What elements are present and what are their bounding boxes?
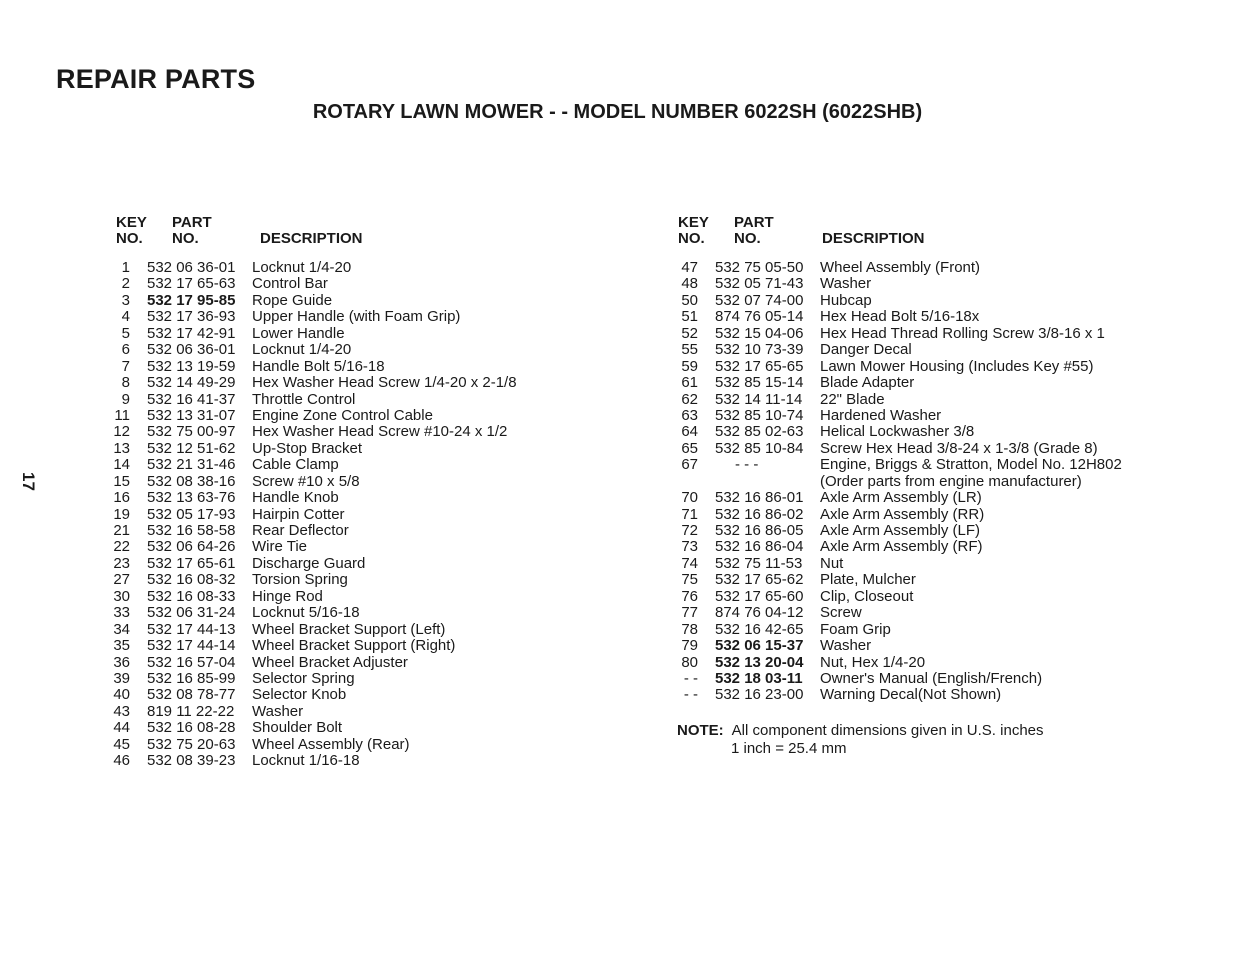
part-description: Handle Knob (252, 489, 339, 507)
part-number: 532 85 10-74 (715, 406, 804, 424)
part-row (668, 687, 1188, 703)
part-row (668, 408, 1188, 424)
part-description: Axle Arm Assembly (RF) (820, 538, 983, 556)
part-description: Lower Handle (252, 324, 345, 342)
part-row (668, 375, 1188, 391)
part-header-line1: PART (172, 214, 212, 231)
part-row (668, 655, 1188, 671)
note-line2: 1 inch = 25.4 mm (731, 740, 847, 757)
note-line1: All component dimensions given in U.S. inches (731, 722, 1044, 739)
part-description: Wheel Assembly (Front) (820, 259, 981, 276)
part-row (668, 293, 1188, 309)
key-number: 75 (681, 571, 698, 589)
part-number: 532 18 03-11 (715, 669, 803, 687)
part-row (668, 539, 1188, 555)
part-description: 22" Blade (820, 390, 885, 408)
key-number: 40 (113, 686, 130, 704)
left-parts-list (100, 260, 570, 770)
key-number: 71 (681, 505, 698, 523)
part-description: Axle Arm Assembly (LR) (820, 489, 982, 507)
part-description: Hex Head Thread Rolling Screw 3/8-16 x 1 (820, 324, 1105, 342)
part-row (668, 359, 1188, 375)
part-row (668, 490, 1188, 506)
part-number: 532 16 23-00 (715, 686, 804, 704)
part-description: Hardened Washer (820, 406, 942, 424)
part-description: Selector Spring (252, 669, 355, 687)
part-row (668, 671, 1188, 687)
part-row (100, 720, 570, 736)
key-number: 3 (121, 291, 130, 309)
part-row (668, 523, 1188, 539)
key-number: 73 (681, 538, 698, 556)
key-number: 14 (113, 456, 130, 474)
note (677, 721, 1044, 740)
part-description: Washer (252, 702, 304, 720)
part-row (100, 326, 570, 342)
part-description: Up-Stop Bracket (252, 439, 363, 457)
part-row (668, 556, 1188, 572)
key-number: 62 (681, 390, 698, 408)
part-description: Hinge Rod (252, 587, 323, 605)
key-number: 63 (681, 406, 698, 424)
part-row (668, 309, 1188, 325)
part-number: 532 16 08-33 (147, 587, 236, 605)
part-row (100, 687, 570, 703)
part-number: 532 16 86-04 (715, 538, 804, 556)
part-number: 532 16 85-99 (147, 669, 236, 687)
key-number: 76 (681, 587, 698, 605)
part-number: 532 06 36-01 (147, 259, 236, 276)
part-description: Hex Head Bolt 5/16-18x (820, 308, 980, 326)
part-number: 532 13 19-59 (147, 357, 236, 375)
part-number: 532 17 36-93 (147, 308, 236, 326)
part-row (668, 326, 1188, 342)
part-description: Wheel Bracket Support (Left) (252, 620, 446, 638)
part-header-line2: NO. (172, 230, 199, 247)
part-number: 532 13 20-04 (715, 653, 804, 671)
part-description: (Order parts from engine manufacturer) (820, 472, 1082, 490)
key-number: 21 (113, 522, 130, 539)
part-description: Screw (820, 604, 862, 622)
part-number: 532 08 38-16 (147, 472, 236, 490)
part-row (668, 605, 1188, 621)
part-row (100, 523, 570, 539)
part-description: Nut (820, 554, 844, 572)
part-number: 532 16 86-05 (715, 522, 804, 539)
part-row (100, 441, 570, 457)
part-row (668, 474, 1188, 490)
part-number: 532 17 65-61 (147, 554, 236, 572)
part-row (100, 457, 570, 473)
part-description: Handle Bolt 5/16-18 (252, 357, 385, 375)
part-row (100, 572, 570, 588)
part-row (668, 392, 1188, 408)
key-number: 19 (113, 505, 130, 523)
key-number: 64 (681, 423, 698, 441)
part-number: 532 16 57-04 (147, 653, 236, 671)
part-number: 532 14 11-14 (715, 390, 803, 408)
part-number: 532 08 39-23 (147, 752, 236, 770)
part-description: Blade Adapter (820, 374, 915, 392)
part-description: Axle Arm Assembly (RR) (820, 505, 985, 523)
part-description: Foam Grip (820, 620, 891, 638)
key-number: 50 (681, 291, 698, 309)
part-number: 532 85 02-63 (715, 423, 804, 441)
part-description: Owner's Manual (English/French) (820, 669, 1043, 687)
part-number: 532 16 58-58 (147, 522, 236, 539)
key-number: 55 (681, 341, 698, 359)
key-number: 59 (681, 357, 698, 375)
part-description: Danger Decal (820, 341, 912, 359)
key-header-line2: NO. (678, 230, 705, 247)
part-number: 532 17 95-85 (147, 291, 236, 309)
part-number: 532 16 86-01 (715, 489, 804, 507)
page-subtitle (0, 101, 1235, 124)
part-description: Hex Washer Head Screw 1/4-20 x 2-1/8 (252, 374, 517, 392)
key-number: 39 (113, 669, 130, 687)
part-description: Hex Washer Head Screw #10-24 x 1/2 (252, 423, 508, 441)
part-description: Selector Knob (252, 686, 347, 704)
key-number: 61 (681, 374, 698, 392)
key-number: 7 (121, 357, 130, 375)
key-number: 30 (113, 587, 130, 605)
part-row (100, 424, 570, 440)
page-title: REPAIR PARTS (56, 64, 256, 94)
part-description: Screw #10 x 5/8 (252, 472, 360, 490)
note-label: NOTE: (677, 722, 724, 739)
left-description-header: DESCRIPTION (260, 230, 363, 247)
part-number: 532 13 31-07 (147, 406, 236, 424)
key-number: 45 (113, 735, 130, 753)
key-number: 79 (681, 637, 698, 655)
part-header-line1: PART (734, 214, 774, 231)
key-number: 6 (121, 341, 130, 359)
part-row (100, 408, 570, 424)
part-description: Hubcap (820, 291, 872, 309)
part-number: 532 12 51-62 (147, 439, 236, 457)
part-description: Lawn Mower Housing (Includes Key #55) (820, 357, 1094, 375)
part-number: 532 05 71-43 (715, 275, 804, 293)
key-number: 15 (113, 472, 130, 490)
key-number: 22 (113, 538, 130, 556)
left-part-header (172, 215, 212, 247)
part-row (100, 392, 570, 408)
key-number: 48 (681, 275, 698, 293)
part-row (100, 753, 570, 769)
right-description-header: DESCRIPTION (822, 230, 925, 247)
part-row (100, 359, 570, 375)
part-row (668, 622, 1188, 638)
part-row (100, 622, 570, 638)
part-description: Screw Hex Head 3/8-24 x 1-3/8 (Grade 8) (820, 439, 1098, 457)
part-row (100, 671, 570, 687)
part-number: 532 17 65-60 (715, 587, 804, 605)
part-description: Engine, Briggs & Stratton, Model No. 12H802 (820, 456, 1122, 474)
key-header-line1: KEY (678, 214, 709, 231)
key-number: 51 (681, 308, 698, 326)
part-row (668, 260, 1188, 276)
key-number: 1 (121, 259, 130, 276)
part-row (100, 342, 570, 358)
key-number: - - (683, 669, 698, 687)
key-number: 46 (113, 752, 130, 770)
part-row (100, 605, 570, 621)
key-number: 12 (113, 423, 130, 441)
part-number: 532 75 00-97 (147, 423, 236, 441)
part-header-line2: NO. (734, 230, 761, 247)
part-number: 532 17 65-65 (715, 357, 804, 375)
part-number: 532 06 36-01 (147, 341, 236, 359)
part-description: Control Bar (252, 275, 328, 293)
key-number: - - (683, 686, 698, 704)
part-number: 532 17 65-62 (715, 571, 804, 589)
left-key-header (116, 215, 147, 247)
part-row (100, 507, 570, 523)
right-key-header (678, 215, 709, 247)
part-number: 532 85 10-84 (715, 439, 804, 457)
part-number: 532 17 42-91 (147, 324, 236, 342)
part-description: Wheel Bracket Adjuster (252, 653, 408, 671)
part-number: 532 16 42-65 (715, 620, 804, 638)
part-description: Locknut 1/4-20 (252, 259, 352, 276)
key-header-line1: KEY (116, 214, 147, 231)
part-number: - - - (735, 456, 759, 474)
part-number: 532 07 74-00 (715, 291, 804, 309)
key-number: 13 (113, 439, 130, 457)
part-description: Axle Arm Assembly (LF) (820, 522, 981, 539)
key-number: 77 (681, 604, 698, 622)
key-number: 70 (681, 489, 698, 507)
part-number: 532 16 08-32 (147, 571, 236, 589)
part-description: Torsion Spring (252, 571, 348, 589)
part-row (100, 589, 570, 605)
key-number: 44 (113, 719, 130, 737)
part-row (100, 704, 570, 720)
part-row (668, 507, 1188, 523)
part-number: 532 75 05-50 (715, 259, 804, 276)
part-number: 532 06 64-26 (147, 538, 236, 556)
part-description: Washer (820, 275, 872, 293)
part-description: Discharge Guard (252, 554, 366, 572)
key-number: 47 (681, 259, 698, 276)
right-parts-list (668, 260, 1188, 704)
key-number: 33 (113, 604, 130, 622)
part-number: 532 08 78-77 (147, 686, 236, 704)
part-row (100, 375, 570, 391)
part-row (668, 589, 1188, 605)
key-number: 72 (681, 522, 698, 539)
key-number: 23 (113, 554, 130, 572)
part-row (100, 638, 570, 654)
part-number: 532 05 17-93 (147, 505, 236, 523)
part-row (668, 638, 1188, 654)
page-number: 17 (19, 472, 38, 491)
part-row (100, 260, 570, 276)
part-number: 532 06 31-24 (147, 604, 236, 622)
part-description: Upper Handle (with Foam Grip) (252, 308, 461, 326)
part-description: Locknut 1/4-20 (252, 341, 352, 359)
key-number: 36 (113, 653, 130, 671)
key-number: 67 (681, 456, 698, 474)
part-number: 874 76 05-14 (715, 308, 804, 326)
part-description: Cable Clamp (252, 456, 339, 474)
part-description: Wheel Assembly (Rear) (252, 735, 410, 753)
part-row (100, 309, 570, 325)
part-row (668, 572, 1188, 588)
part-description: Warning Decal(Not Shown) (820, 686, 1002, 704)
part-description: Rear Deflector (252, 522, 349, 539)
key-number: 4 (121, 308, 130, 326)
key-number: 43 (113, 702, 130, 720)
part-description: Helical Lockwasher 3/8 (820, 423, 975, 441)
part-number: 532 85 15-14 (715, 374, 804, 392)
part-number: 532 75 20-63 (147, 735, 236, 753)
part-number: 532 06 15-37 (715, 637, 804, 655)
part-row (100, 474, 570, 490)
part-description: Clip, Closeout (820, 587, 914, 605)
key-number: 27 (113, 571, 130, 589)
part-row (668, 424, 1188, 440)
part-description: Throttle Control (252, 390, 356, 408)
part-number: 532 17 44-14 (147, 637, 236, 655)
key-number: 78 (681, 620, 698, 638)
part-number: 874 76 04-12 (715, 604, 804, 622)
part-number: 532 14 49-29 (147, 374, 236, 392)
part-number: 532 17 44-13 (147, 620, 236, 638)
key-number: 52 (681, 324, 698, 342)
part-number: 532 16 86-02 (715, 505, 804, 523)
key-header-line2: NO. (116, 230, 143, 247)
part-row (668, 441, 1188, 457)
part-row (100, 276, 570, 292)
part-description: Shoulder Bolt (252, 719, 343, 737)
part-number: 532 16 41-37 (147, 390, 236, 408)
part-row (100, 539, 570, 555)
part-number: 532 17 65-63 (147, 275, 236, 293)
key-number: 2 (121, 275, 130, 293)
part-number: 532 21 31-46 (147, 456, 236, 474)
key-number: 80 (681, 653, 698, 671)
part-number: 819 11 22-22 (147, 702, 235, 720)
part-row (668, 276, 1188, 292)
part-number: 532 16 08-28 (147, 719, 236, 737)
part-description: Wheel Bracket Support (Right) (252, 637, 456, 655)
part-description: Nut, Hex 1/4-20 (820, 653, 926, 671)
key-number: 35 (113, 637, 130, 655)
key-number: 65 (681, 439, 698, 457)
part-description: Rope Guide (252, 291, 333, 309)
key-number: 34 (113, 620, 130, 638)
part-number: 532 15 04-06 (715, 324, 804, 342)
part-number: 532 10 73-39 (715, 341, 804, 359)
part-row (100, 737, 570, 753)
right-part-header (734, 215, 774, 247)
key-number: 16 (113, 489, 130, 507)
part-description: Locknut 5/16-18 (252, 604, 360, 622)
part-description: Locknut 1/16-18 (252, 752, 360, 770)
key-number: 8 (121, 374, 130, 392)
part-description: Washer (820, 637, 872, 655)
part-row (100, 655, 570, 671)
part-description: Engine Zone Control Cable (252, 406, 433, 424)
part-row (100, 490, 570, 506)
part-description: Plate, Mulcher (820, 571, 916, 589)
part-row (668, 457, 1188, 473)
key-number: 11 (114, 406, 130, 424)
key-number: 9 (121, 390, 130, 408)
key-number: 74 (681, 554, 698, 572)
part-row (668, 342, 1188, 358)
part-row (100, 293, 570, 309)
part-number: 532 75 11-53 (715, 554, 803, 572)
part-number: 532 13 63-76 (147, 489, 236, 507)
model-heading: ROTARY LAWN MOWER - - MODEL NUMBER 6022SH (6022SHB) (312, 101, 923, 123)
part-row (100, 556, 570, 572)
key-number: 5 (121, 324, 130, 342)
part-description: Wire Tie (252, 538, 308, 556)
part-description: Hairpin Cotter (252, 505, 345, 523)
